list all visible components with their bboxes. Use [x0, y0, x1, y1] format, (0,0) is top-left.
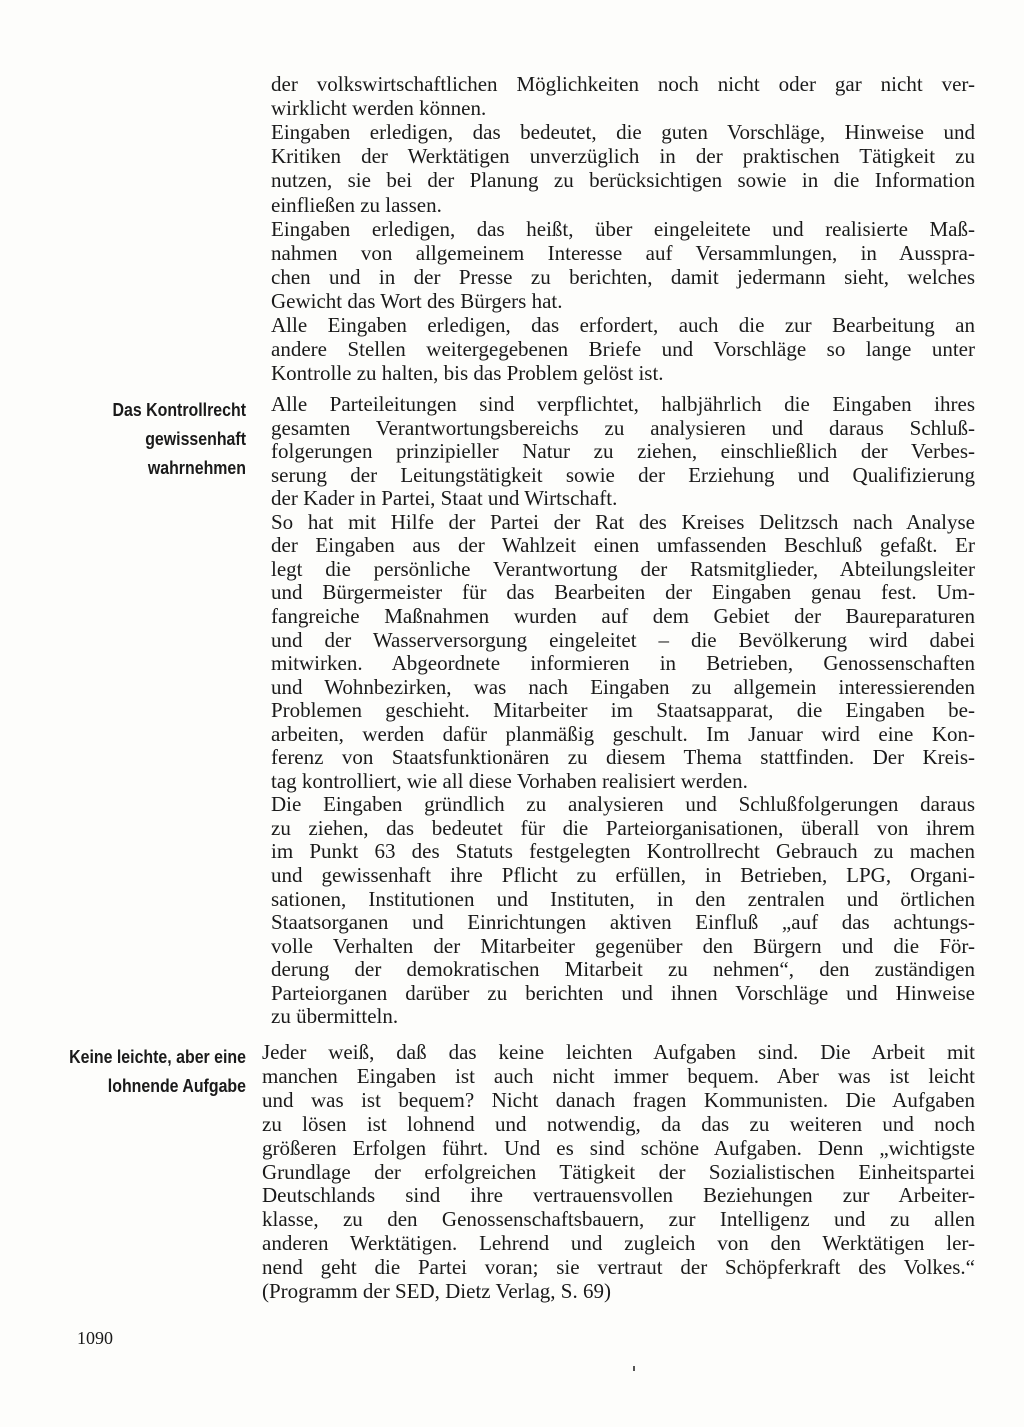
text-line: manchen Eingaben ist auch nicht immer bequem. Aber was ist leicht — [262, 1063, 975, 1088]
text-line: Eingaben erledigen, das heißt, über eingeleitete und realisierte Maß- — [271, 216, 975, 241]
text-line: Kontrolle zu halten, bis das Problem gelöst ist. — [271, 361, 664, 386]
margin-heading-aufgabe — [69, 1042, 246, 1100]
text-line: größeren Erfolgen führt. Und es sind schöne Aufgaben. Denn „wichtigste — [262, 1135, 975, 1160]
text-line: Deutschlands sind ihre vertrauensvollen Beziehungen zur Arbeiter- — [262, 1183, 975, 1208]
text-line: chen und in der Presse zu berichten, damit jedermann sieht, welches — [271, 264, 975, 289]
text-line: der Kader in Partei, Staat und Wirtschaft. — [271, 486, 618, 511]
text-line: und gewissenhaft ihre Pflicht zu erfüllen, in Betrieben, LPG, Organi- — [271, 863, 975, 887]
text-line: Grundlage der erfolgreichen Tätigkeit der Sozialistischen Einheitspartei — [262, 1159, 975, 1184]
text-line: anderen Werktätigen. Lehrend und zugleich von den Werktätigen ler- — [262, 1231, 975, 1256]
text-line: Staatsorganen und Einrichtungen aktiven Einfluß „auf das achtungs- — [271, 910, 975, 935]
text-line: serung der Leitungstätigkeit sowie der Erziehung und Qualifizierung — [271, 462, 975, 487]
text-line: Kritiken der Werktätigen unverzüglich in der praktischen Tätigkeit zu — [271, 144, 975, 169]
text-line: wirklicht werden können. — [271, 96, 487, 121]
text-line: andere Stellen weitergegebenen Briefe und Vorschläge so lange unter — [271, 337, 975, 362]
text-line: im Punkt 63 des Statuts festgelegten Kontrollrecht Gebrauch zu machen — [271, 839, 975, 864]
text-line: Problemen geschieht. Mitarbeiter im Staatsapparat, die Eingaben be- — [271, 698, 975, 723]
text-line: zu übermitteln. — [271, 1004, 399, 1029]
text-line: klasse, zu den Genossenschaftsbauern, zur Intelligenz und zu allen — [262, 1207, 975, 1232]
margin-heading-line: wahrnehmen — [147, 457, 246, 478]
text-line: und der Wasserversorgung eingeleitet – die Bevölkerung wird dabei — [271, 627, 975, 652]
text-line: nahmen von allgemeinem Interesse auf Versammlungen, in Ausspra- — [271, 240, 975, 265]
text-line: gesamten Verantwortungsbereichs zu analysieren und daraus Schluß- — [271, 415, 975, 440]
text-line: der volkswirtschaftlichen Möglichkeiten noch nicht oder gar nicht ver- — [271, 72, 975, 96]
text-line: Alle Eingaben erledigen, das erfordert, auch die zur Bearbeitung an — [271, 313, 975, 337]
text-line: legt die persönliche Verantwortung der Ratsmitglieder, Abteilungsleiter — [271, 556, 975, 581]
text-line: der Eingaben aus der Wahlzeit einen umfassenden Beschluß gefaßt. Er — [271, 533, 975, 558]
text-line: und Wohnbezirken, was nach Eingaben zu allgemein interessierenden — [271, 674, 975, 699]
text-line: einfließen zu lassen. — [271, 192, 442, 217]
text-line: Die Eingaben gründlich zu analysieren und Schlußfolgerungen daraus — [271, 792, 975, 817]
margin-heading-line: gewissenhaft — [145, 428, 246, 449]
page-number: 1090 — [77, 1328, 113, 1348]
text-line: sationen, Institutionen und Instituten, in den zentralen und örtlichen — [271, 886, 975, 911]
text-line: tag kontrolliert, wie all diese Vorhaben realisiert werden. — [271, 768, 748, 793]
text-line: und was ist bequem? Nicht danach fragen Kommunisten. Die Aufgaben — [262, 1087, 975, 1112]
margin-heading-line: Keine leichte, aber eine — [69, 1046, 246, 1067]
text-line: und Bürgermeister für das Bearbeiten der Eingaben genau fest. Um- — [271, 580, 975, 605]
text-line: Alle Parteileitungen sind verpflichtet, halbjährlich die Eingaben ihres — [271, 392, 975, 416]
text-line: derung der demokratischen Mitarbeit zu nehmen“, den zuständigen — [271, 957, 975, 982]
text-line: (Programm der SED, Dietz Verlag, S. 69) — [262, 1279, 611, 1303]
text-line: arbeiten, werden dafür planmäßig geschult. Im Januar wird eine Kon- — [271, 721, 975, 746]
text-line: zu ziehen, das bedeutet für die Parteiorganisationen, überall von ihrem — [271, 815, 975, 840]
text-line: fangreiche Maßnahmen wurden auf dem Gebiet der Baureparaturen — [271, 603, 975, 628]
text-line: Jeder weiß, daß das keine leichten Aufgaben sind. Die Arbeit mit — [262, 1040, 975, 1064]
text-line: Gewicht das Wort des Bürgers hat. — [271, 288, 563, 313]
text-line: mitwirken. Abgeordnete informieren in Betrieben, Genossenschaften — [271, 651, 975, 676]
margin-heading-kontrollrecht — [69, 395, 246, 482]
text-line: Parteiorganen darüber zu berichten und ihnen Vorschläge und Hinweise — [271, 980, 975, 1005]
text-line: volle Verhalten der Mitarbeiter gegenüber den Bürgern und die För- — [271, 933, 975, 958]
text-line: folgerungen prinzipieller Natur zu ziehen, einschließlich der Verbes- — [271, 439, 975, 464]
text-line: nend geht die Partei voran; sie vertraut der Schöpferkraft des Volkes.“ — [262, 1255, 975, 1280]
margin-heading-line: lohnende Aufgabe — [107, 1075, 246, 1096]
text-line: So hat mit Hilfe der Partei der Rat des Kreises Delitzsch nach Analyse — [271, 509, 975, 534]
text-line: Eingaben erledigen, das bedeutet, die guten Vorschläge, Hinweise und — [271, 120, 975, 145]
text-line: nutzen, sie bei der Planung zu berücksichtigen sowie in die Information — [271, 168, 975, 193]
text-line: ferenz von Staatsfunktionären zu diesem Thema stattfinden. Der Kreis- — [271, 745, 975, 770]
print-speck — [633, 1366, 635, 1371]
text-line: zu lösen ist lohnend und notwendig, da das zu weiteren und noch — [262, 1111, 975, 1136]
margin-heading-line: Das Kontrollrecht — [112, 399, 246, 420]
